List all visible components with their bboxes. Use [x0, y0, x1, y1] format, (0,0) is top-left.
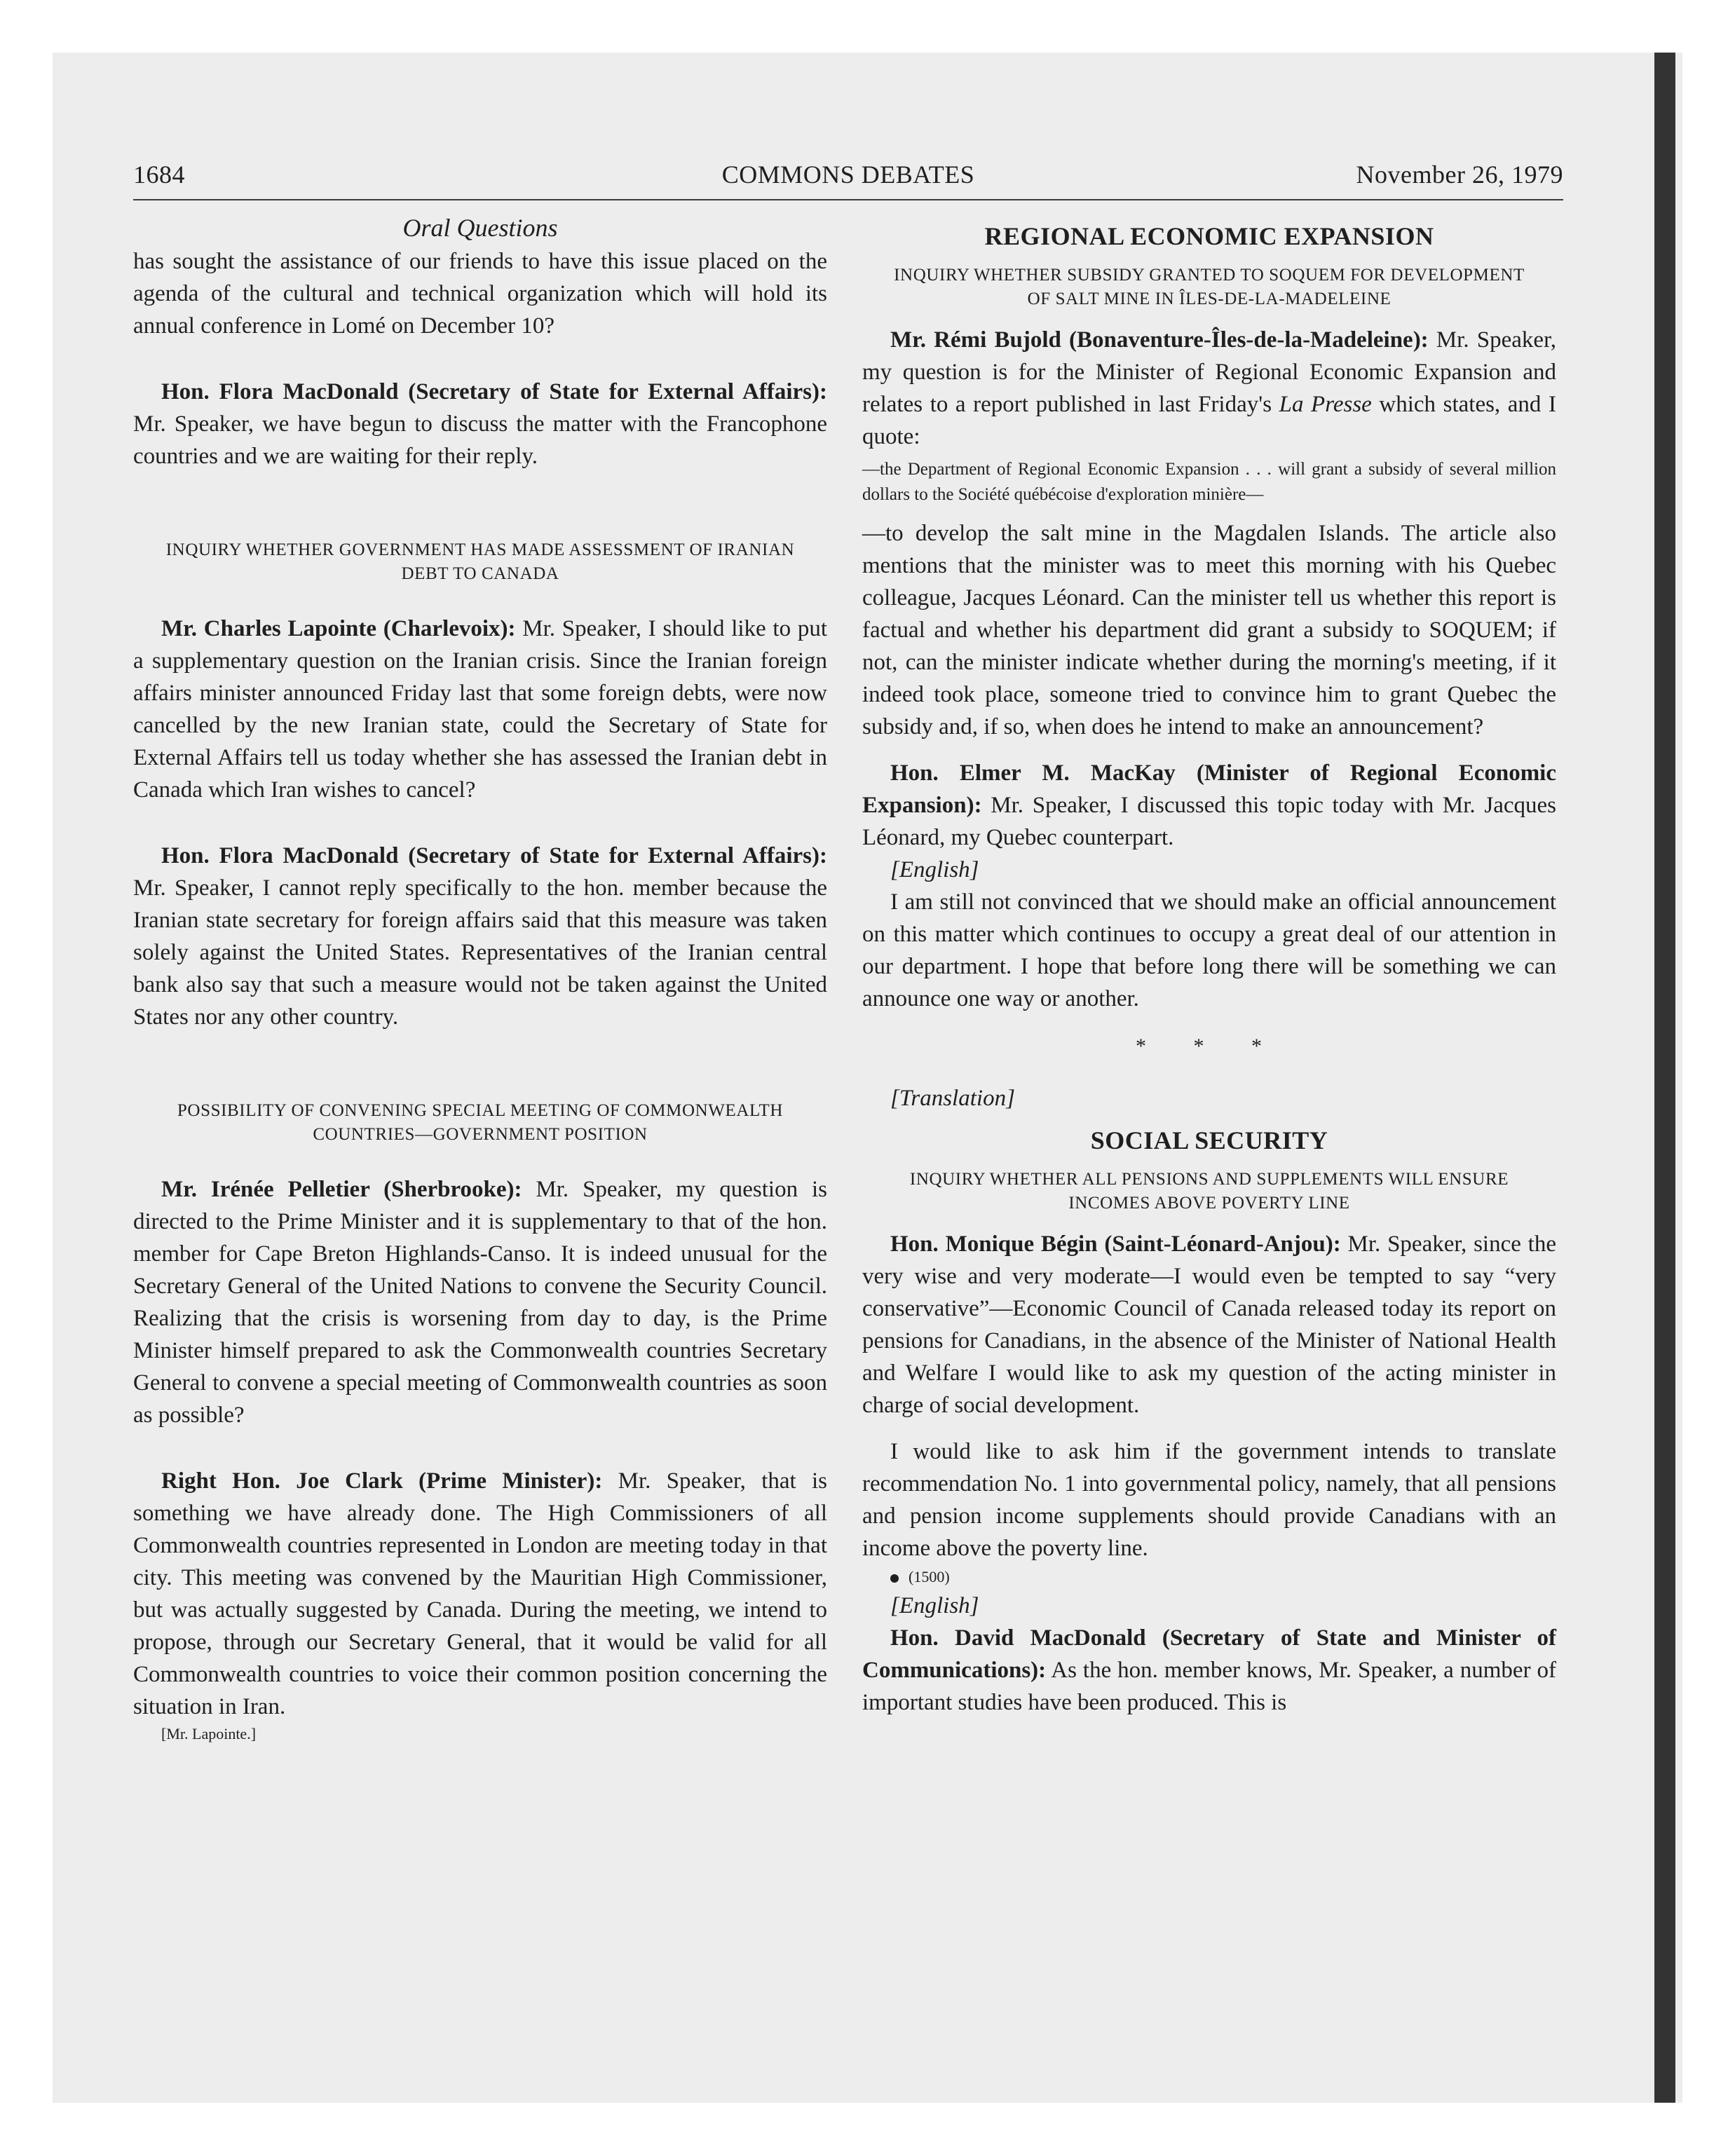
speech-paragraph: [862, 324, 1556, 453]
speaker-name: Hon. David MacDonald (Secretary of State and Minister of Communications):: [862, 1625, 1556, 1683]
speech-text: Mr. Speaker, I discussed this topic today with Mr. Jacques Léonard, my Quebec counterpart.: [862, 793, 1556, 850]
newspaper-title: La Presse: [1279, 392, 1372, 417]
speech-paragraph: [133, 376, 827, 472]
speech-text: Mr. Speaker, that is something we have already done. The High Commissioners of all Commonwealth countries represented in London are meeting today in that city. This meeting was convened by the Mauritian High Commissioner, but was actually suggested by Canada. During the meeting, we intend to propose, through our Secretary General, that it would be valid for all Commonwealth countries to voice their common position concerning the situation in Iran.: [133, 1468, 827, 1719]
language-tag: [English]: [890, 1593, 979, 1618]
speech-text: Mr. Speaker, my question is directed to the Prime Minister and it is supplementary to that of the hon. member for Cape Breton Highlands-Canso. It is indeed unusual for the Secretary General of the United Nations to convene the Security Council. Realizing that the crisis is worsening from day to day, is the Prime Minister himself prepared to ask the Commonwealth countries Secretary General to convene a special meeting of Commonwealth countries as soon as possible?: [133, 1177, 827, 1428]
speech-text: Mr. Speaker, since the very wise and very moderate—I would even be tempted to say “very conservative”—Economic Council of Canada released today its report on pensions for Canadians, in the absence of the Minister of National Health and Welfare I would like to ask my question of the acting minister in charge of social development.: [862, 1231, 1556, 1418]
speaker-name: Hon. Monique Bégin (Saint-Léonard-Anjou):: [890, 1231, 1341, 1257]
language-tag: [Translation]: [890, 1086, 1015, 1111]
speaker-name: Hon. Flora MacDonald (Secretary of State for External Affairs):: [161, 843, 827, 868]
subheading: POSSIBILITY OF CONVENING SPECIAL MEETING OF COMMONWEALTH COUNTRIES—GOVERNMENT POSITION: [177, 1101, 784, 1144]
right-column: [862, 210, 1556, 1719]
speech-paragraph: [133, 613, 827, 806]
speaker-name: Hon. Flora MacDonald (Secretary of State for External Affairs):: [161, 379, 827, 404]
subheading: INQUIRY WHETHER ALL PENSIONS AND SUPPLEMENTS WILL ENSURE INCOMES ABOVE POVERTY LINE: [909, 1170, 1509, 1213]
section-heading: REGIONAL ECONOMIC EXPANSION: [984, 222, 1434, 250]
running-head: Oral Questions: [402, 214, 558, 242]
speech-text: Mr. Speaker, I should like to put a supplementary question on the Iranian crisis. Since the Iranian foreign affairs minister announced Friday last that some foreign debts, were now cancelled by the new Iranian state, could the Secretary of State for External Affairs tell us today whether she has assessed the Iranian debt in Canada which Iran wishes to cancel?: [133, 616, 827, 803]
page-number: 1684: [133, 161, 185, 189]
speaker-name: Mr. Charles Lapointe (Charlevoix):: [161, 616, 516, 641]
speaker-footnote: [Mr. Lapointe.]: [161, 1725, 257, 1742]
scan-edge: [1654, 53, 1675, 2103]
time-stamp: (1500): [909, 1568, 950, 1585]
speech-paragraph: [862, 757, 1556, 854]
paragraph: I am still not convinced that we should make an official announcement on this matter which continues to occupy a great deal of our attention in our department. I hope that before long there will be something we can announce one way or another.: [862, 889, 1556, 1011]
speech-paragraph: [133, 1173, 827, 1431]
paragraph: I would like to ask him if the government intends to translate recommendation No. 1 into governmental policy, namely, that all pensions and pension income supplements should provide Canadians with an income above the poverty line.: [862, 1439, 1556, 1561]
paragraph: has sought the assistance of our friends to have this issue placed on the agenda of the cultural and technical organization which will hold its annual conference in Lomé on December 10?: [133, 249, 827, 339]
time-marker: [862, 1564, 1556, 1590]
paragraph: —to develop the salt mine in the Magdalen Islands. The article also mentions that the minister was to meet this morning with his Quebec colleague, Jacques Léonard. Can the minister tell us whether this report is factual and whether his department did grant a subsidy to SOQUEM; if not, can the minister indicate whether during the morning's meeting, if it indeed took place, someone tried to convince him to grant Quebec the subsidy and, if so, when does he intend to make an announcement?: [862, 521, 1556, 739]
section-separator: * * *: [1136, 1035, 1283, 1058]
speaker-name: Right Hon. Joe Clark (Prime Minister):: [161, 1468, 603, 1494]
subheading: INQUIRY WHETHER SUBSIDY GRANTED TO SOQUEM FOR DEVELOPMENT OF SALT MINE IN ÎLES-DE-LA-MADELEINE: [894, 266, 1525, 308]
speech-text: which states, and I quote:: [862, 392, 1556, 449]
speaker-name: Mr. Rémi Bujold (Bonaventure-Îles-de-la-Madeleine):: [890, 327, 1429, 353]
publication-title: COMMONS DEBATES: [721, 161, 975, 189]
left-column: [133, 210, 827, 1745]
subheading: INQUIRY WHETHER GOVERNMENT HAS MADE ASSESSMENT OF IRANIAN DEBT TO CANADA: [165, 540, 795, 583]
speech-text: As the hon. member knows, Mr. Speaker, a number of important studies have been produced. This is: [862, 1658, 1556, 1715]
block-quote: —the Department of Regional Economic Expansion . . . will grant a subsidy of several million dollars to the Société québécoise d'exploration minière—: [862, 460, 1556, 504]
speech-paragraph: [133, 1465, 827, 1723]
speaker-name: Mr. Irénée Pelletier (Sherbrooke):: [161, 1177, 522, 1202]
speech-text: Mr. Speaker, I cannot reply specifically to the hon. member because the Iranian state secretary for foreign affairs said that this measure was taken solely against the United States. Representatives of the Iranian central bank also say that such a measure would not be taken against the United States nor any other country.: [133, 875, 827, 1030]
bullet-icon: [890, 1574, 899, 1583]
language-tag: [English]: [890, 857, 979, 882]
speech-paragraph: [862, 1228, 1556, 1421]
section-heading: SOCIAL SECURITY: [1090, 1126, 1328, 1154]
speech-text: Mr. Speaker, my question is for the Minister of Regional Economic Expansion and relates to a report published in last Friday's: [862, 327, 1556, 417]
speech-text: Mr. Speaker, we have begun to discuss the matter with the Francophone countries and we are waiting for their reply.: [133, 411, 827, 469]
speech-paragraph: [862, 1622, 1556, 1719]
speech-paragraph: [133, 840, 827, 1033]
page-header: [133, 160, 1563, 200]
page-date: November 26, 1979: [1356, 161, 1563, 189]
speaker-name: Hon. Elmer M. MacKay (Minister of Regional Economic Expansion):: [862, 760, 1556, 818]
